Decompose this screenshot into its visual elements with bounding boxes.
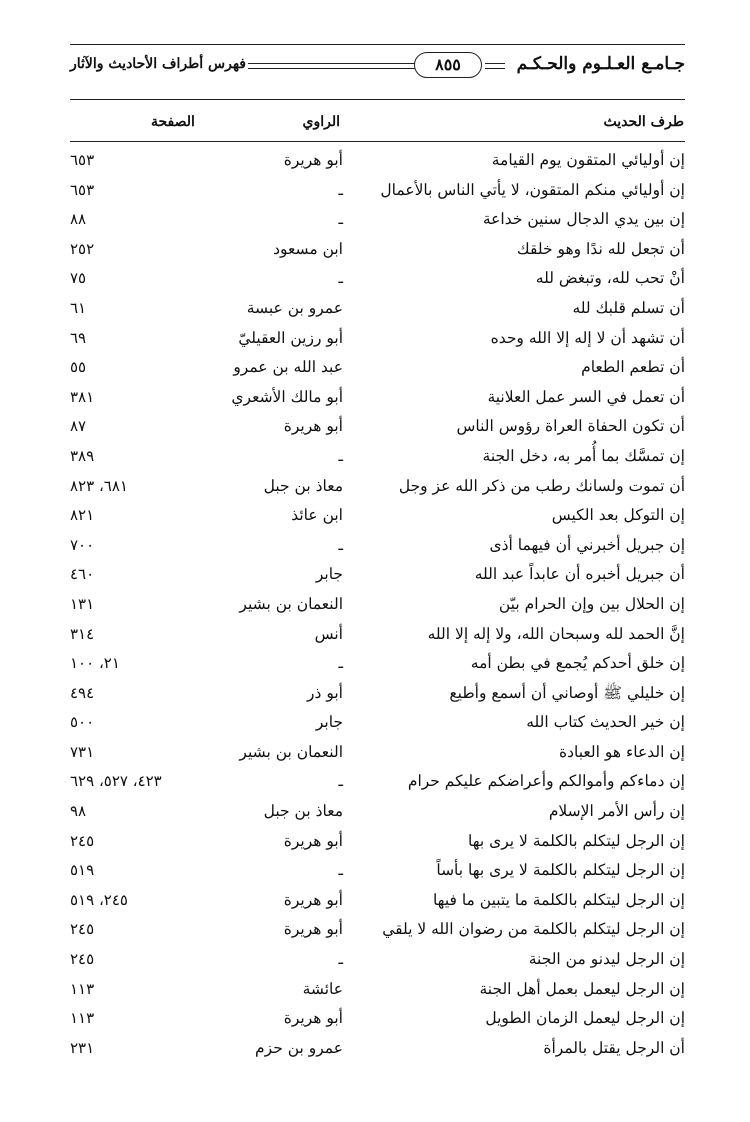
- table-row: [70, 294, 685, 324]
- table-row: [70, 412, 685, 442]
- hadith-cell: إن خير الحديث كتاب الله: [526, 713, 685, 732]
- page-cell: ٢١، ١٠٠: [70, 654, 120, 673]
- hadith-cell: إن الرجل ليتكلم بالكلمة لا يرى بها: [468, 831, 685, 850]
- narrator-cell: ـ: [338, 180, 343, 199]
- hadith-cell: إن خليلي ﷺ أوصاني أن أسمع وأطيع: [449, 683, 685, 702]
- hadith-cell: إن الدعاء هو العبادة: [558, 742, 685, 761]
- hadith-cell: أن الرجل يقتل بالمرأة: [543, 1038, 685, 1057]
- table-row: [70, 738, 685, 768]
- page-cell: ٤٢٣، ٥٢٧، ٦٢٩: [70, 772, 162, 791]
- hadith-cell: أن تكون الحفاة العراة رؤوس الناس: [456, 417, 685, 436]
- table-row: [70, 501, 685, 531]
- narrator-cell: معاذ بن جبل: [263, 476, 343, 495]
- table-row: [70, 1034, 685, 1064]
- narrator-cell: أبو هريرة: [283, 831, 343, 850]
- narrator-cell: ـ: [338, 654, 343, 673]
- narrator-cell: عمرو بن حزم: [255, 1038, 343, 1057]
- narrator-cell: أبو هريرة: [283, 890, 343, 909]
- page-cell: ١١٣: [70, 1009, 95, 1028]
- page-cell: ٢٣١: [70, 1038, 95, 1057]
- narrator-cell: عمرو بن عبسة: [246, 298, 343, 317]
- column-header-narrator: الراوي: [302, 114, 340, 130]
- table-row: [70, 856, 685, 886]
- table-row: [70, 945, 685, 975]
- narrator-cell: أبو هريرة: [283, 1009, 343, 1028]
- hadith-cell: إن الرجل ليتكلم بالكلمة من رضوان الله لا يلقي: [382, 920, 685, 939]
- hadith-cell: أن تشهد أن لا إله إلا الله وحده: [490, 328, 685, 347]
- narrator-cell: أبو هريرة: [283, 920, 343, 939]
- column-header-hadith: طرف الحديث: [603, 114, 684, 130]
- table-row: [70, 531, 685, 561]
- column-header-page: الصفحة: [151, 114, 195, 130]
- narrator-cell: ـ: [338, 446, 343, 465]
- hadith-cell: أنْ تحب لله، وتبغض لله: [535, 269, 685, 288]
- narrator-cell: أبو هريرة: [283, 151, 343, 169]
- narrator-cell: معاذ بن جبل: [263, 802, 343, 821]
- narrator-cell: ـ: [338, 772, 343, 791]
- page-cell: ١١٣: [70, 979, 95, 998]
- page-cell: ٣١٤: [70, 624, 95, 643]
- hadith-cell: إن الرجل ليعمل الزمان الطويل: [485, 1009, 685, 1028]
- hadith-cell: إن دماءكم وأموالكم وأعراضكم عليكم حرام: [407, 772, 685, 791]
- hadith-cell: أن تعمل في السر عمل العلانية: [487, 387, 685, 406]
- table-row: [70, 797, 685, 827]
- narrator-cell: جابر: [315, 565, 343, 584]
- page-cell: ٢٤٥: [70, 920, 95, 939]
- page-cell: ٩٨: [70, 802, 87, 821]
- page-cell: ٤٦٠: [70, 565, 95, 584]
- narrator-cell: ابن مسعود: [273, 239, 343, 258]
- table-row: [70, 235, 685, 265]
- page-cell: ٤٩٤: [70, 683, 95, 702]
- hadith-cell: إن جبريل أخبرني أن فيهما أذى: [489, 535, 685, 554]
- page-cell: ٣٨٩: [70, 446, 95, 465]
- table-row: [70, 176, 685, 206]
- page-cell: ٧٣١: [70, 742, 95, 761]
- table-header-rule: [70, 141, 685, 142]
- table-row: [70, 205, 685, 235]
- table-row: [70, 146, 685, 176]
- table-row: [70, 264, 685, 294]
- index-table: [70, 146, 685, 1063]
- table-row: [70, 708, 685, 738]
- book-title: جـامـع العـلـوم والحـكـم: [516, 54, 685, 74]
- narrator-cell: ـ: [338, 269, 343, 288]
- page-cell: ٥١٩: [70, 861, 95, 880]
- hadith-cell: إن خلق أحدكم يُجمع في بطن أمه: [470, 654, 685, 673]
- page-cell: ٥٥: [70, 358, 87, 377]
- header-top-rule: [70, 44, 685, 45]
- table-row: [70, 442, 685, 472]
- table-row: [70, 353, 685, 383]
- table-row: [70, 1004, 685, 1034]
- page-cell: ٨٢١: [70, 506, 95, 525]
- page-cell: ٧٠٠: [70, 535, 95, 554]
- narrator-cell: ـ: [338, 950, 343, 969]
- hadith-cell: إن أوليائي المتقون يوم القيامة: [491, 151, 685, 169]
- table-row: [70, 975, 685, 1005]
- table-row: [70, 383, 685, 413]
- narrator-cell: ابن عائذ: [291, 506, 343, 525]
- hadith-cell: إن الرجل ليتكلم بالكلمة لا يرى بها بأساً: [436, 861, 685, 880]
- narrator-cell: ـ: [338, 535, 343, 554]
- hadith-cell: إن أوليائي منكم المتقون، لا يأتي الناس بالأعمال: [380, 180, 685, 199]
- hadith-cell: إن الحلال بين وإن الحرام بيّن: [498, 594, 685, 613]
- page-cell: ٢٤٥: [70, 950, 95, 969]
- header-ornament-line-right: [485, 63, 505, 69]
- hadith-cell: إن رأس الأمر الإسلام: [548, 802, 685, 821]
- page-cell: ٥٠٠: [70, 713, 95, 732]
- header-ornament-line-left: [248, 63, 415, 69]
- hadith-cell: إن بين يدي الدجال سنين خداعة: [482, 210, 685, 229]
- hadith-cell: إن الرجل ليدنو من الجنة: [528, 950, 685, 969]
- table-row: [70, 620, 685, 650]
- narrator-cell: النعمان بن بشير: [239, 594, 343, 613]
- page-cell: ٦٨١، ٨٢٣: [70, 476, 128, 495]
- hadith-cell: إنَّ الحمد لله وسبحان الله، ولا إله إلا الله: [427, 624, 685, 643]
- page-cell: ٢٤٥: [70, 831, 95, 850]
- hadith-cell: إن الرجل ليتكلم بالكلمة ما يتبين ما فيها: [432, 890, 685, 909]
- table-top-rule: [70, 99, 685, 100]
- hadith-cell: إن التوكل بعد الكيس: [551, 506, 685, 525]
- table-row: [70, 472, 685, 502]
- narrator-cell: أنس: [314, 624, 343, 643]
- narrator-cell: ـ: [338, 861, 343, 880]
- table-row: [70, 560, 685, 590]
- page-cell: ٦٩: [70, 328, 87, 347]
- hadith-cell: أن تسلم قلبك لله: [572, 298, 685, 317]
- hadith-cell: أن تموت ولسانك رطب من ذكر الله عز وجل: [398, 476, 685, 495]
- hadith-cell: أن جبريل أخبره أن عابداً عبد الله: [474, 565, 685, 584]
- narrator-cell: أبو رزين العقيليّ: [238, 328, 343, 347]
- table-row: [70, 767, 685, 797]
- page-cell: ٦٥٣: [70, 151, 95, 169]
- page-cell: ٨٨: [70, 210, 87, 229]
- hadith-cell: إن تمسَّك بما أُمر به، دخل الجنة: [482, 446, 685, 465]
- narrator-cell: عبد الله بن عمرو: [233, 358, 343, 377]
- hadith-cell: إن الرجل ليعمل بعمل أهل الجنة: [479, 979, 685, 998]
- narrator-cell: جابر: [315, 713, 343, 732]
- page-cell: ٨٧: [70, 417, 87, 436]
- table-row: [70, 590, 685, 620]
- table-row: [70, 679, 685, 709]
- page-cell: ٢٤٥، ٥١٩: [70, 890, 128, 909]
- table-row: [70, 649, 685, 679]
- page-cell: ٣٨١: [70, 387, 95, 406]
- page-cell: ٦١: [70, 298, 87, 317]
- table-row: [70, 827, 685, 857]
- narrator-cell: أبو ذر: [307, 683, 343, 702]
- page-cell: ٢٥٢: [70, 239, 95, 258]
- narrator-cell: النعمان بن بشير: [239, 742, 343, 761]
- narrator-cell: ـ: [338, 210, 343, 229]
- hadith-cell: أن تجعل لله ندًا وهو خلقك: [516, 239, 685, 258]
- page-number: ٨٥٥: [414, 52, 482, 78]
- table-row: [70, 324, 685, 354]
- narrator-cell: عائشة: [302, 979, 343, 998]
- table-row: [70, 886, 685, 916]
- narrator-cell: أبو مالك الأشعري: [231, 387, 343, 406]
- page-cell: ٧٥: [70, 269, 87, 288]
- narrator-cell: أبو هريرة: [283, 417, 343, 436]
- table-row: [70, 915, 685, 945]
- page-cell: ٦٥٣: [70, 180, 95, 199]
- section-title: فهرس أطراف الأحاديث والآثار: [70, 56, 246, 72]
- page-cell: ١٣١: [70, 594, 95, 613]
- hadith-cell: أن تطعم الطعام: [581, 358, 685, 377]
- running-header: [70, 50, 685, 84]
